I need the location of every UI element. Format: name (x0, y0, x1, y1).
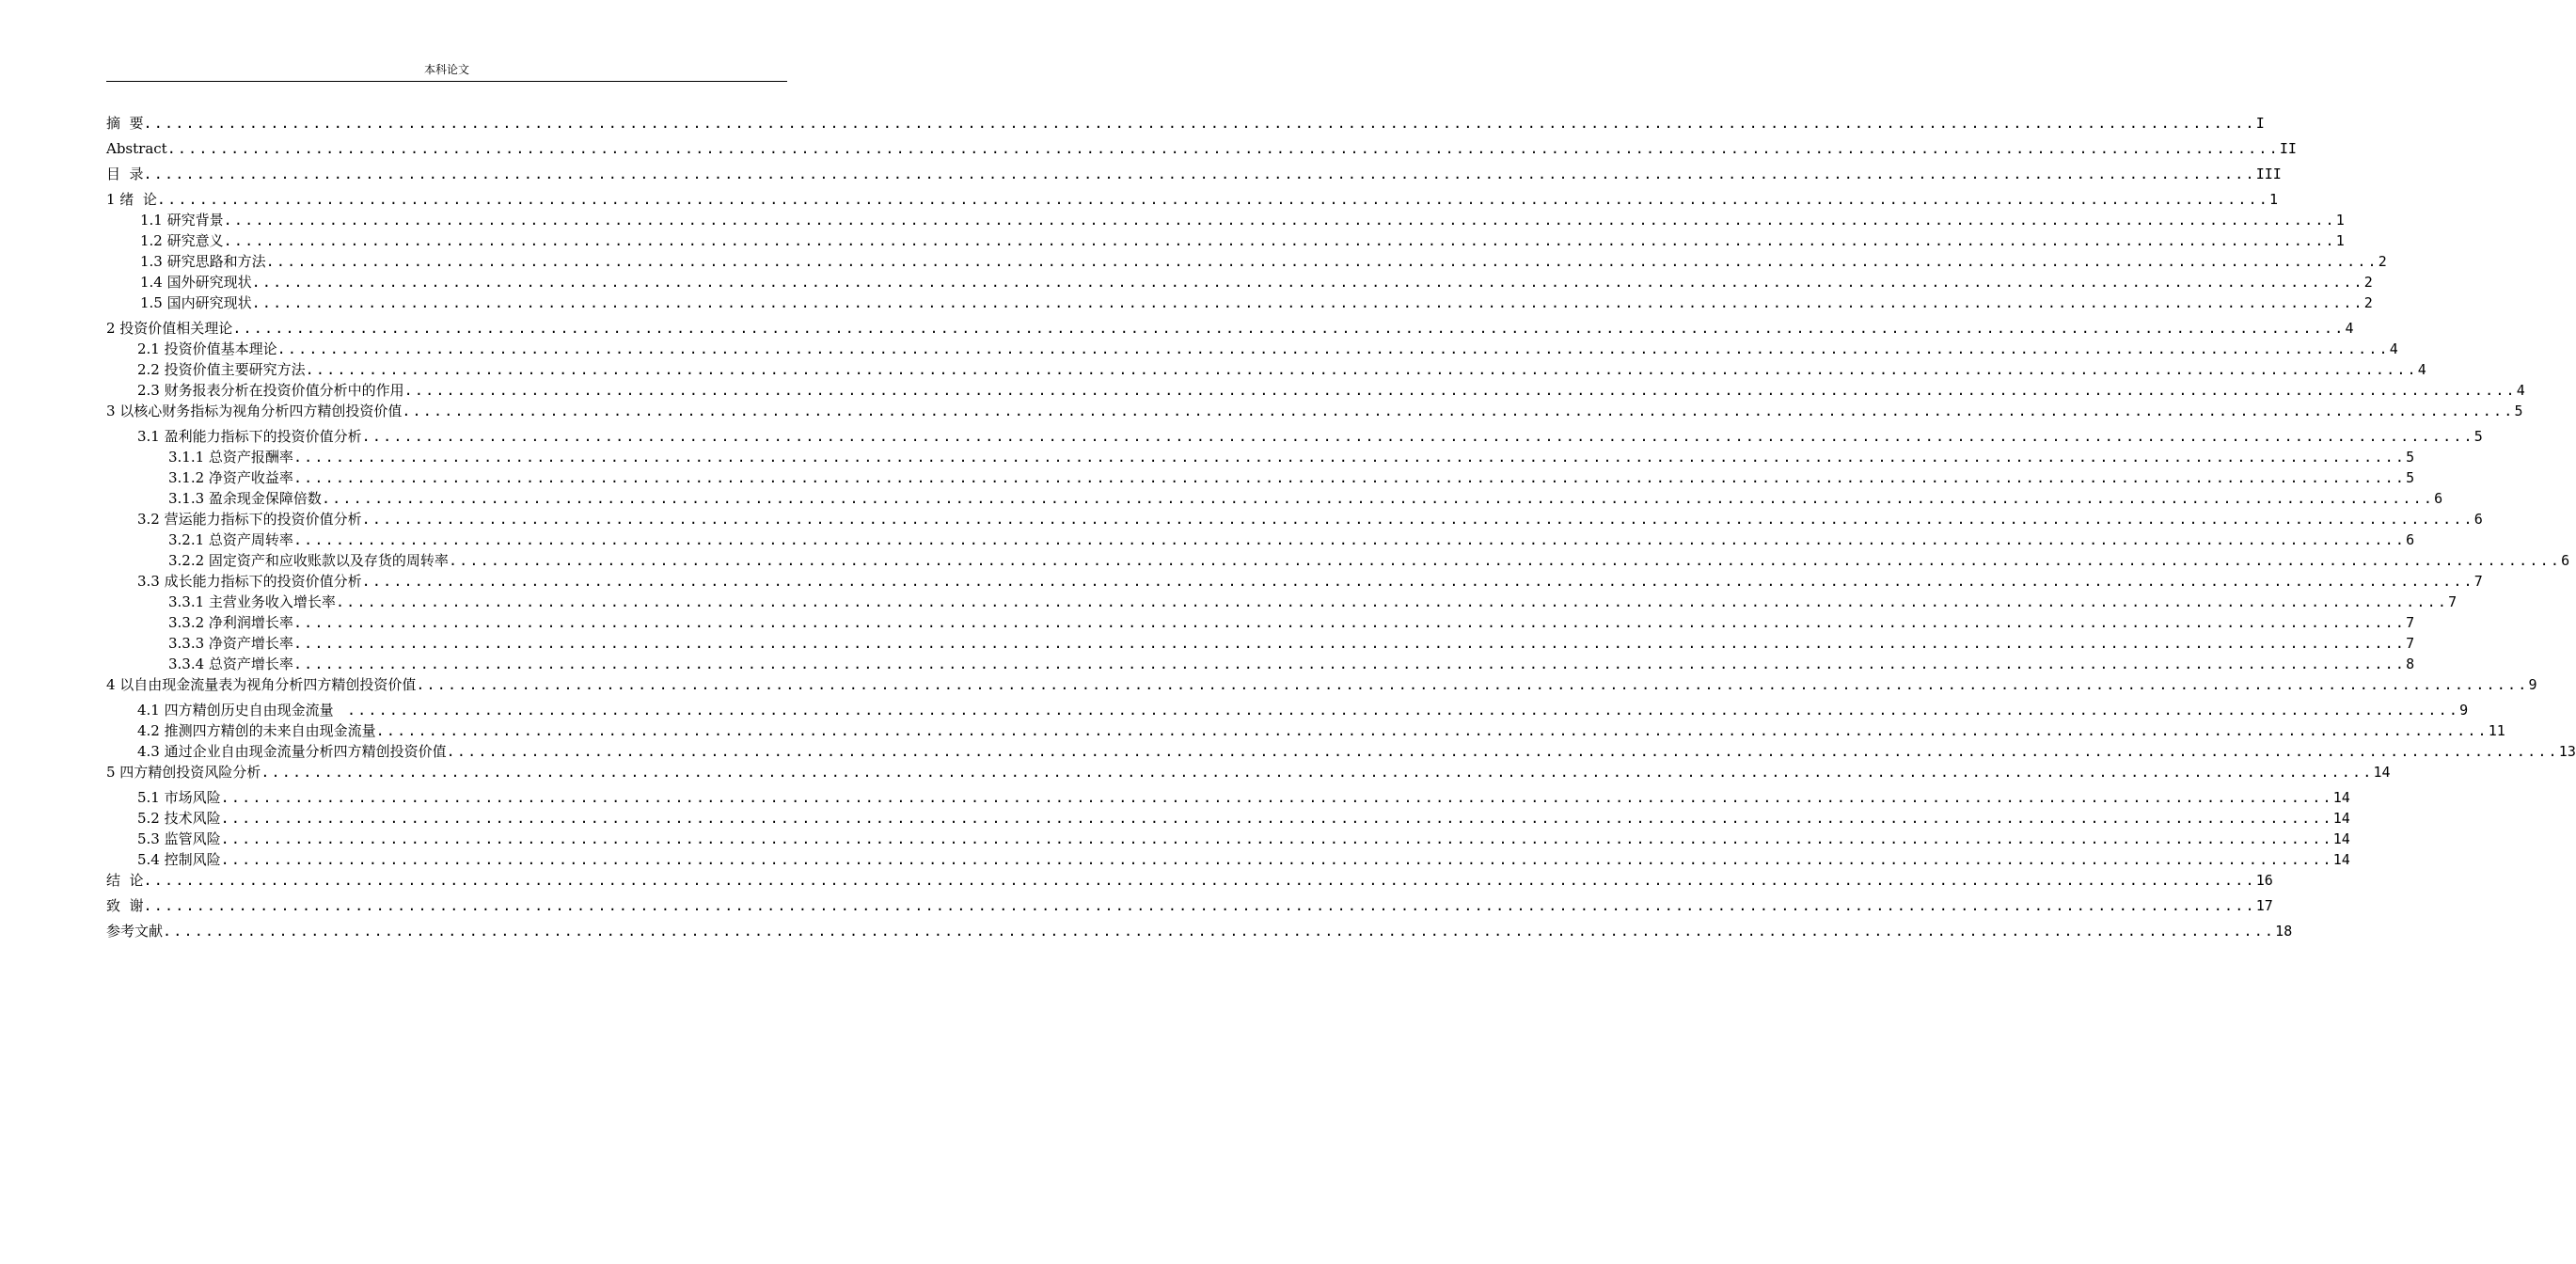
toc-entry[interactable] (106, 719, 2505, 740)
toc-entry[interactable] (106, 807, 2350, 828)
toc-dot-leader: ........................................................................................................................................................................................................ (292, 449, 2407, 466)
toc-entry[interactable] (106, 591, 2457, 611)
toc-entry[interactable] (106, 653, 2415, 673)
toc-dot-leader: ........................................................................................................................................................................................................ (265, 253, 2378, 270)
toc-dot-leader: ........................................................................................................................................................................................................ (305, 361, 2418, 378)
page-header: 本科论文 (423, 63, 469, 76)
toc-dot-leader: ........................................................................................................................................................................................................ (335, 593, 2449, 610)
toc-entry-title: 1.3 研究思路和方法 (140, 253, 266, 270)
toc-dot-leader: ........................................................................................................................................................................................................ (143, 115, 2256, 132)
toc-dot-leader: ........................................................................................................................................................................................................ (346, 702, 2460, 719)
toc-entry-title: 4.2 推测四方精创的未来自由现金流量 (137, 722, 376, 739)
toc-entry[interactable] (106, 312, 2354, 338)
toc-entry[interactable] (106, 632, 2415, 653)
toc-dot-leader: ........................................................................................................................................................................................................ (220, 789, 2333, 806)
toc-entry[interactable] (106, 611, 2415, 632)
toc-entry-title: 3.3 成长能力指标下的投资价值分析 (137, 573, 362, 590)
toc-entry-page: 5 (2514, 403, 2523, 419)
toc-entry[interactable] (106, 158, 2282, 183)
toc-dot-leader: ........................................................................................................................................................................................................ (292, 469, 2407, 486)
toc-entry-page: II (2279, 140, 2297, 157)
toc-entry[interactable] (106, 761, 2391, 782)
toc-entry-title: 4.1 四方精创历史自由现金流量 (137, 702, 347, 719)
toc-entry-title: 2 投资价值相关理论 (106, 320, 233, 337)
toc-entry[interactable] (106, 133, 2297, 158)
toc-entry-title: 4 以自由现金流量表为视角分析四方精创投资价值 (106, 676, 417, 693)
toc-entry-title: 3.1 盈利能力指标下的投资价值分析 (137, 428, 362, 445)
toc-entry[interactable] (106, 379, 2525, 400)
toc-entry-title: 3.3.2 净利润增长率 (168, 614, 293, 631)
toc-dot-leader: ........................................................................................................................................................................................................ (402, 403, 2515, 419)
toc-entry-page: 1 (2335, 232, 2345, 249)
toc-entry-page: 2 (2363, 294, 2373, 311)
toc-entry-title: 3.3.3 净资产增长率 (168, 635, 293, 652)
toc-entry-title: 5.1 市场风险 (137, 789, 221, 806)
toc-dot-leader: ........................................................................................................................................................................................................ (220, 810, 2333, 827)
toc-entry-page: 13 (2558, 743, 2576, 760)
toc-entry-title: 2.1 投资价值基本理论 (137, 340, 277, 357)
toc-entry[interactable] (106, 358, 2426, 379)
toc-entry-page: 16 (2255, 872, 2273, 889)
toc-entry[interactable] (106, 848, 2350, 869)
toc-entry-page: 6 (2406, 531, 2415, 548)
toc-entry-title: 2.3 财务报表分析在投资价值分析中的作用 (137, 382, 404, 399)
toc-dot-leader: ........................................................................................................................................................................................................ (416, 676, 2529, 693)
toc-entry-page: 4 (2345, 320, 2354, 337)
toc-dot-leader: ........................................................................................................................................................................................................ (292, 531, 2407, 548)
toc-entry-page: 7 (2473, 573, 2483, 590)
toc-entry-title: 3.1.1 总资产报酬率 (168, 449, 293, 466)
toc-entry-title: 目 录 (106, 166, 144, 182)
toc-entry-page: 6 (2473, 511, 2483, 528)
toc-dot-leader: ........................................................................................................................................................................................................ (292, 635, 2407, 652)
toc-dot-leader: ........................................................................................................................................................................................................ (361, 511, 2474, 528)
toc-entry-title: 参考文献 (106, 923, 164, 940)
toc-entry-title: 1 绪 论 (106, 191, 157, 208)
toc-entry-page: 7 (2448, 593, 2457, 610)
toc-dot-leader: ........................................................................................................................................................................................................ (143, 897, 2256, 914)
toc-entry-title: 3.1.2 净资产收益率 (168, 469, 293, 486)
toc-entry[interactable] (106, 782, 2350, 807)
toc-dot-leader: ........................................................................................................................................................................................................ (448, 552, 2562, 569)
toc-entry-page: 4 (2389, 340, 2398, 357)
toc-entry-page: 7 (2406, 635, 2415, 652)
toc-entry[interactable] (106, 890, 2273, 915)
toc-entry-title: 4.3 通过企业自由现金流量分析四方精创投资价值 (137, 743, 447, 760)
toc-entry-title: 3 以核心财务指标为视角分析四方精创投资价值 (106, 403, 403, 419)
toc-dot-leader: ........................................................................................................................................................................................................ (403, 382, 2517, 399)
toc-dot-leader: ........................................................................................................................................................................................................ (232, 320, 2346, 337)
toc-entry-page: 6 (2434, 490, 2443, 507)
toc-entry[interactable] (106, 487, 2443, 508)
toc-entry[interactable] (106, 229, 2345, 250)
toc-entry-page: 14 (2332, 830, 2350, 847)
toc-entry[interactable] (106, 828, 2350, 848)
toc-dot-leader: ........................................................................................................................................................................................................ (251, 294, 2364, 311)
toc-entry-page: 5 (2406, 469, 2415, 486)
toc-entry-page: 8 (2406, 656, 2415, 672)
toc-entry[interactable] (106, 673, 2537, 694)
toc-entry-page: 14 (2332, 851, 2350, 868)
toc-entry-title: 3.3.4 总资产增长率 (168, 656, 293, 672)
toc-entry[interactable] (106, 420, 2483, 446)
toc-entry[interactable] (106, 107, 2265, 133)
toc-dot-leader: ........................................................................................................................................................................................................ (292, 656, 2407, 672)
toc-entry-page: 4 (2417, 361, 2426, 378)
toc-entry-page: 14 (2373, 764, 2391, 781)
toc-entry-title: 5.2 技术风险 (137, 810, 221, 827)
toc-entry-title: 摘 要 (106, 115, 144, 132)
toc-entry-page: 4 (2516, 382, 2525, 399)
toc-entry-title: 2.2 投资价值主要研究方法 (137, 361, 306, 378)
toc-dot-leader: ........................................................................................................................................................................................................ (361, 428, 2474, 445)
toc-dot-leader: ........................................................................................................................................................................................................ (223, 232, 2336, 249)
toc-entry[interactable] (106, 271, 2373, 292)
toc-entry-title: 3.1.3 盈余现金保障倍数 (168, 490, 322, 507)
toc-dot-leader: ........................................................................................................................................................................................................ (223, 212, 2336, 229)
toc-entry-page: 5 (2406, 449, 2415, 466)
toc-entry[interactable] (106, 869, 2273, 890)
toc-entry-title: 1.5 国内研究现状 (140, 294, 252, 311)
toc-entry-title: 致 谢 (106, 897, 144, 914)
toc-entry-page: 17 (2255, 897, 2273, 914)
toc-entry[interactable] (106, 529, 2415, 549)
toc-dot-leader: ........................................................................................................................................................................................................ (220, 830, 2333, 847)
toc-entry-page: 2 (2378, 253, 2387, 270)
toc-entry-title: 3.2.2 固定资产和应收账款以及存货的周转率 (168, 552, 449, 569)
toc-entry[interactable] (106, 250, 2387, 271)
toc-dot-leader: ........................................................................................................................................................................................................ (163, 923, 2276, 940)
toc-entry-page: 6 (2561, 552, 2570, 569)
toc-entry[interactable] (106, 549, 2570, 570)
toc-dot-leader: ........................................................................................................................................................................................................ (446, 743, 2559, 760)
toc-dot-leader: ........................................................................................................................................................................................................ (143, 166, 2256, 182)
toc-entry-page: 1 (2269, 191, 2279, 208)
toc-entry[interactable] (106, 338, 2398, 358)
toc-entry[interactable] (106, 508, 2483, 529)
toc-entry-page: I (2255, 115, 2265, 132)
toc-entry-title: 5.4 控制风险 (137, 851, 221, 868)
toc-entry[interactable] (106, 740, 2576, 761)
toc-entry-page: 5 (2473, 428, 2483, 445)
toc-entry-title: 结 论 (106, 872, 144, 889)
toc-dot-leader: ........................................................................................................................................................................................................ (251, 274, 2364, 291)
toc-dot-leader: ........................................................................................................................................................................................................ (361, 573, 2474, 590)
toc-dot-leader: ........................................................................................................................................................................................................ (375, 722, 2489, 739)
toc-entry[interactable] (106, 466, 2415, 487)
toc-entry-title: 5 四方精创投资风险分析 (106, 764, 261, 781)
toc-dot-leader: ........................................................................................................................................................................................................ (166, 140, 2280, 157)
toc-entry[interactable] (106, 292, 2373, 312)
toc-entry-page: 14 (2332, 789, 2350, 806)
toc-entry-page: 9 (2528, 676, 2537, 693)
toc-entry-title: Abstract (106, 140, 167, 157)
table-of-contents (106, 107, 2576, 940)
toc-entry-title: 3.3.1 主营业务收入增长率 (168, 593, 336, 610)
toc-dot-leader: ........................................................................................................................................................................................................ (277, 340, 2390, 357)
toc-entry[interactable] (106, 694, 2469, 719)
toc-entry-page: 7 (2406, 614, 2415, 631)
toc-entry[interactable] (106, 209, 2345, 229)
toc-entry[interactable] (106, 446, 2415, 466)
toc-dot-leader: ........................................................................................................................................................................................................ (220, 851, 2333, 868)
toc-entry-page: 2 (2363, 274, 2373, 291)
toc-entry[interactable] (106, 400, 2523, 420)
toc-entry[interactable] (106, 915, 2293, 940)
toc-entry-title: 1.4 国外研究现状 (140, 274, 252, 291)
toc-entry-page: 1 (2335, 212, 2345, 229)
toc-entry-page: 14 (2332, 810, 2350, 827)
toc-entry[interactable] (106, 570, 2483, 591)
toc-entry-page: 11 (2488, 722, 2505, 739)
toc-entry-page: 18 (2275, 923, 2293, 940)
toc-entry-page: 9 (2459, 702, 2469, 719)
toc-dot-leader: ........................................................................................................................................................................................................ (321, 490, 2435, 507)
toc-entry-title: 1.2 研究意义 (140, 232, 224, 249)
toc-dot-leader: ........................................................................................................................................................................................................ (261, 764, 2374, 781)
toc-entry-title: 1.1 研究背景 (140, 212, 224, 229)
toc-dot-leader: ........................................................................................................................................................................................................ (292, 614, 2407, 631)
toc-entry-page: III (2255, 166, 2282, 182)
toc-entry-title: 3.2 营运能力指标下的投资价值分析 (137, 511, 362, 528)
toc-entry-title: 3.2.1 总资产周转率 (168, 531, 293, 548)
header-rule (106, 81, 787, 82)
toc-dot-leader: ........................................................................................................................................................................................................ (156, 191, 2270, 208)
toc-dot-leader: ........................................................................................................................................................................................................ (143, 872, 2256, 889)
toc-entry[interactable] (106, 183, 2279, 209)
toc-entry-title: 5.3 监管风险 (137, 830, 221, 847)
